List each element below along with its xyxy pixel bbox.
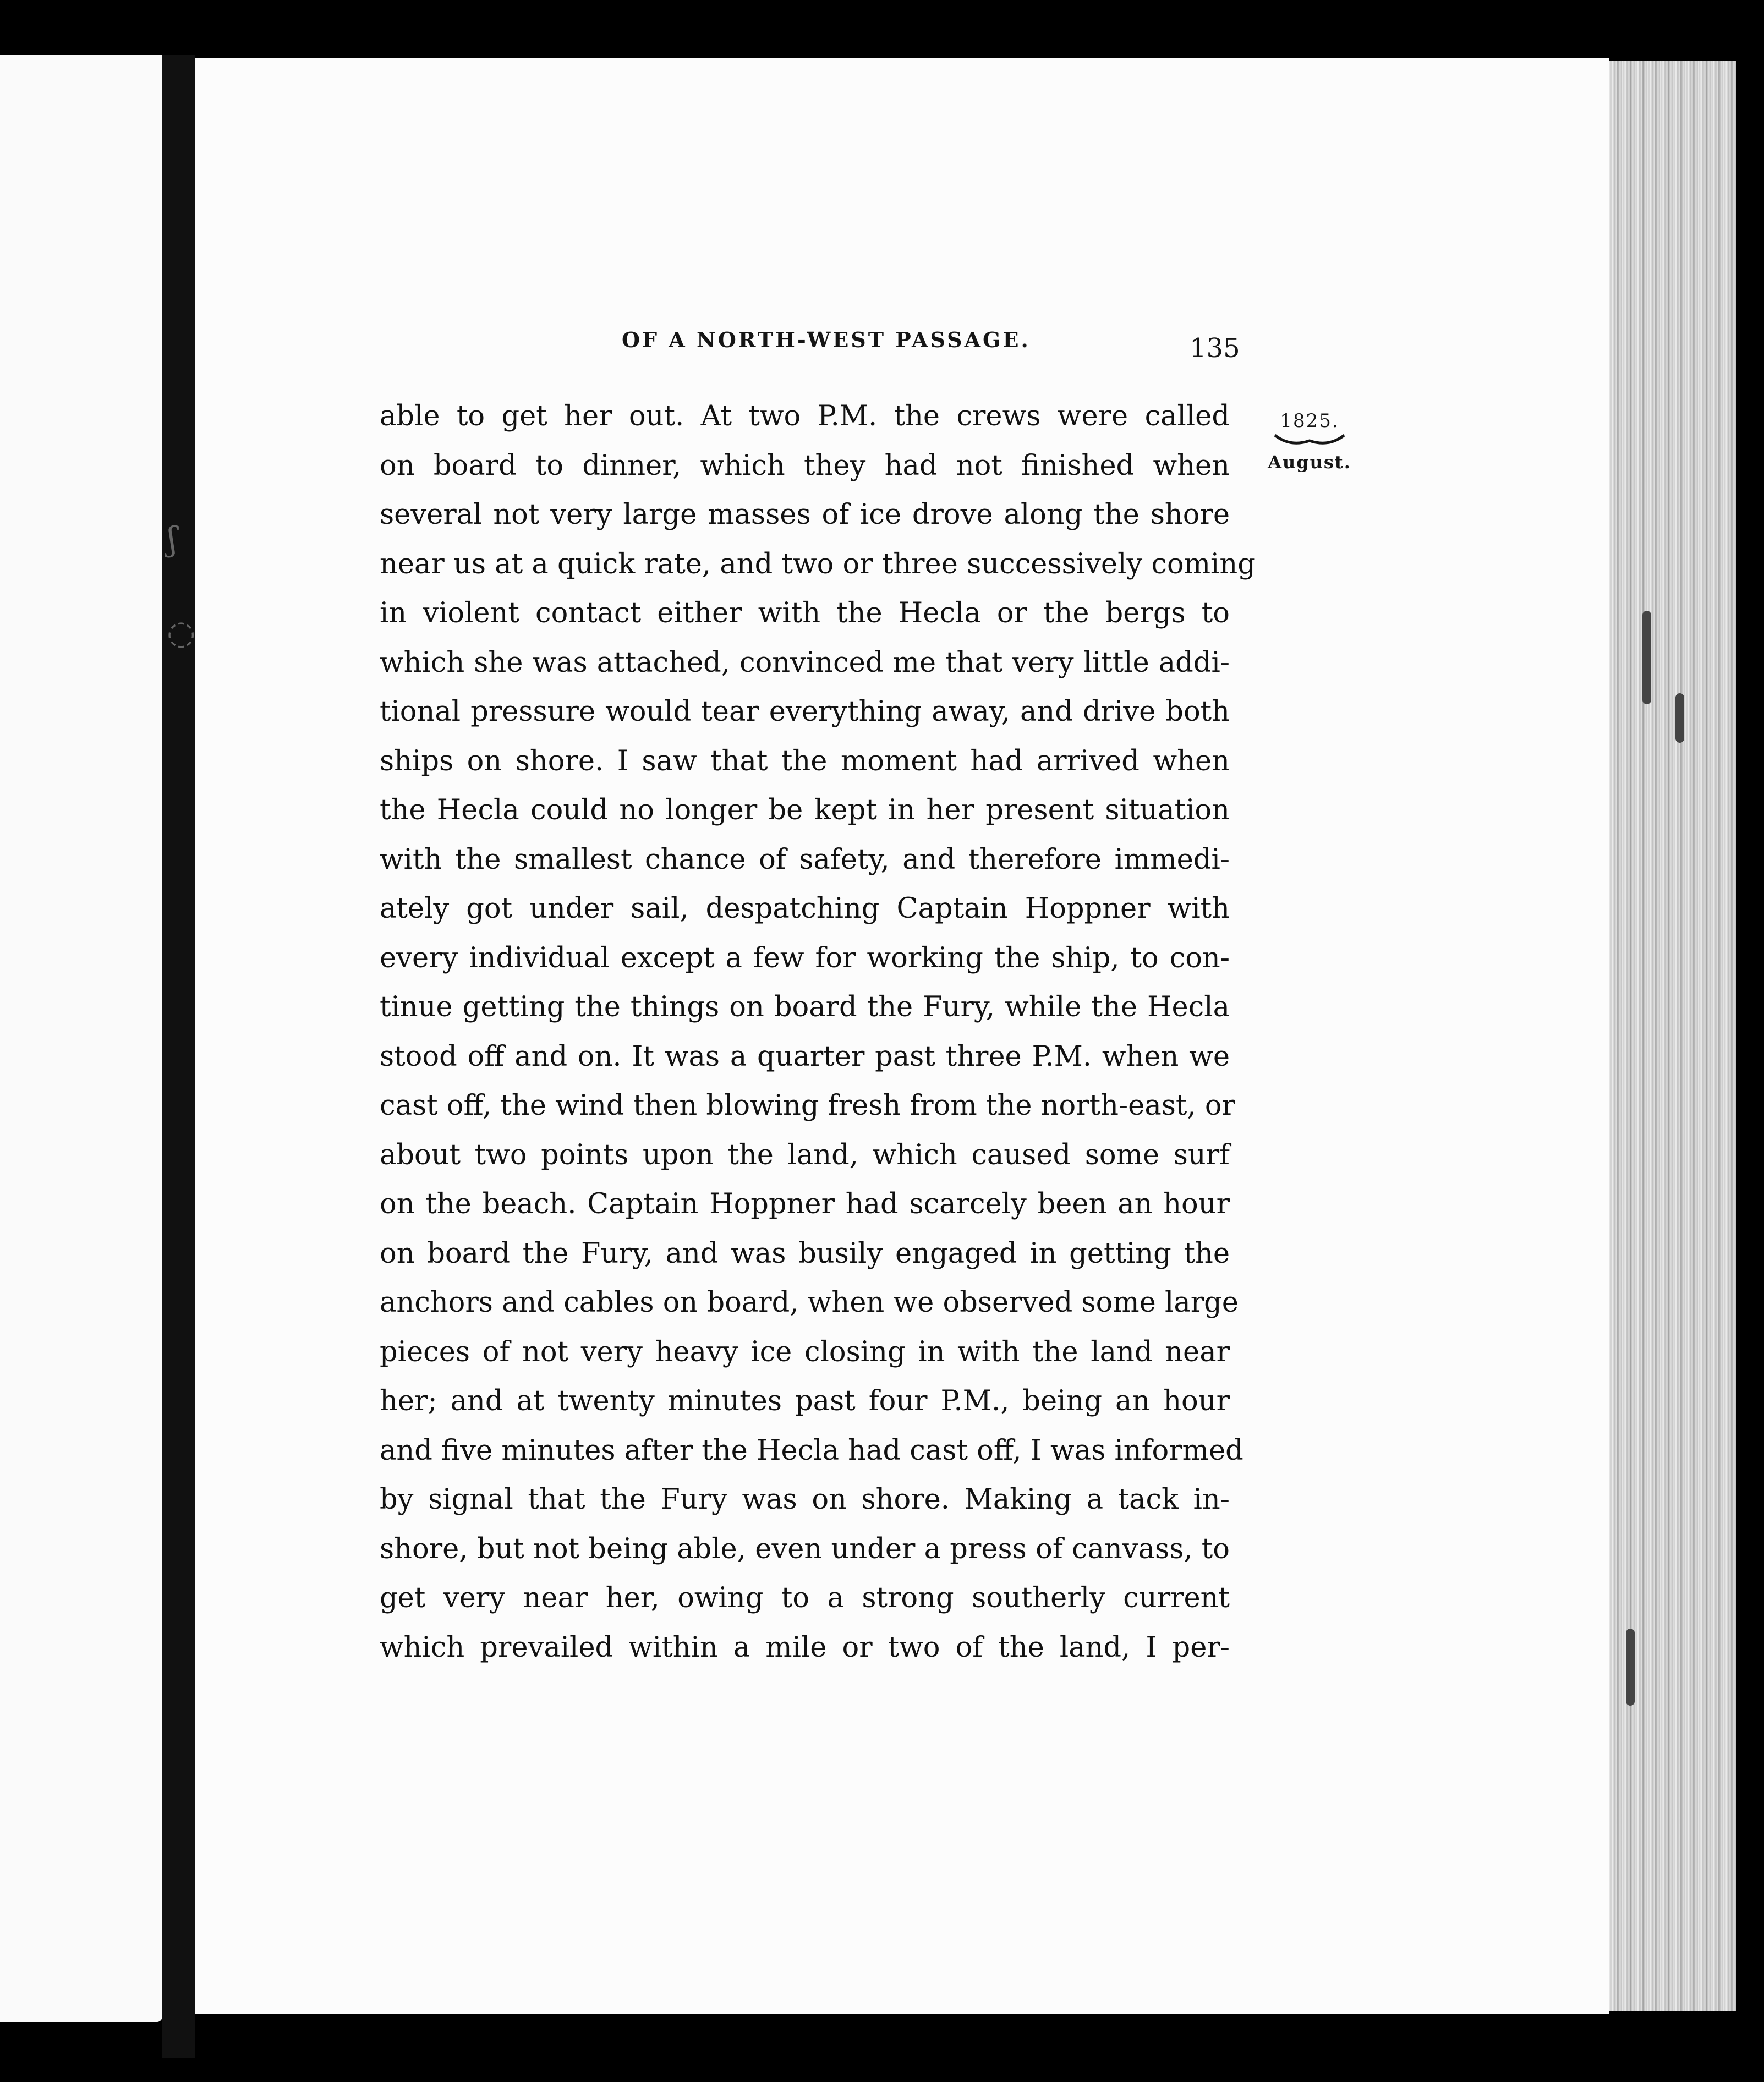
text-line: her; and at twenty minutes past four P.M., being an hour [380, 1385, 1230, 1417]
page-number: 135 [1190, 333, 1240, 364]
curly-brace-icon [1274, 433, 1345, 450]
text-line: in violent contact either with the Hecla or the bergs to [380, 597, 1230, 629]
text-line: tinue getting the things on board the Fury, while the Hecla [380, 991, 1230, 1023]
text-line: anchors and cables on board, when we observed some large [380, 1286, 1239, 1319]
text-line: and five minutes after the Hecla had cast off, I was informed [380, 1434, 1243, 1467]
text-line: the Hecla could no longer be kept in her present situation [380, 794, 1230, 826]
text-line: on the beach. Captain Hoppner had scarcely been an hour [380, 1188, 1230, 1220]
running-head: OF A NORTH-WEST PASSAGE. [622, 327, 1031, 352]
page-edges [1609, 61, 1736, 2011]
text-line: ately got under sail, despatching Captain Hoppner with [380, 892, 1230, 925]
facing-page [0, 55, 162, 2022]
gutter-speck-icon: ʃ [168, 520, 177, 558]
text-line: near us at a quick rate, and two or three successively coming [380, 547, 1256, 580]
text-line: every individual except a few for working the ship, to con- [380, 941, 1230, 974]
text-line: tional pressure would tear everything away, and drive both [380, 695, 1230, 728]
text-line: pieces of not very heavy ice closing in with the land near [380, 1335, 1230, 1368]
margin-note [1266, 410, 1354, 473]
gutter-speck-icon: ◌ [167, 613, 196, 652]
text-line: get very near her, owing to a strong southerly current [380, 1582, 1230, 1614]
text-line: which she was attached, convinced me that very little addi- [380, 646, 1230, 679]
book-gutter [162, 55, 195, 2058]
margin-month: August. [1268, 452, 1351, 473]
text-line: stood off and on. It was a quarter past three P.M. when we [380, 1040, 1230, 1073]
body-text [380, 392, 1256, 1672]
text-line: on board to dinner, which they had not finished when [380, 449, 1230, 482]
text-line: shore, but not being able, even under a press of canvass, to [380, 1532, 1230, 1565]
text-line: ships on shore. I saw that the moment had arrived when [380, 744, 1230, 777]
text-line: on board the Fury, and was busily engaged in getting the [380, 1237, 1230, 1270]
text-line: several not very large masses of ice drove along the shore [380, 498, 1230, 531]
margin-year: 1825. [1280, 410, 1339, 432]
text-line: by signal that the Fury was on shore. Making a tack in- [380, 1483, 1230, 1516]
text-line: about two points upon the land, which caused some surf [380, 1138, 1230, 1171]
text-line: cast off, the wind then blowing fresh from the north-east, or [380, 1089, 1235, 1122]
text-line: with the smallest chance of safety, and therefore immedi- [380, 843, 1230, 876]
text-line: able to get her out. At two P.M. the crews were called [380, 400, 1230, 432]
text-line: which prevailed within a mile or two of the land, I per- [380, 1631, 1230, 1664]
